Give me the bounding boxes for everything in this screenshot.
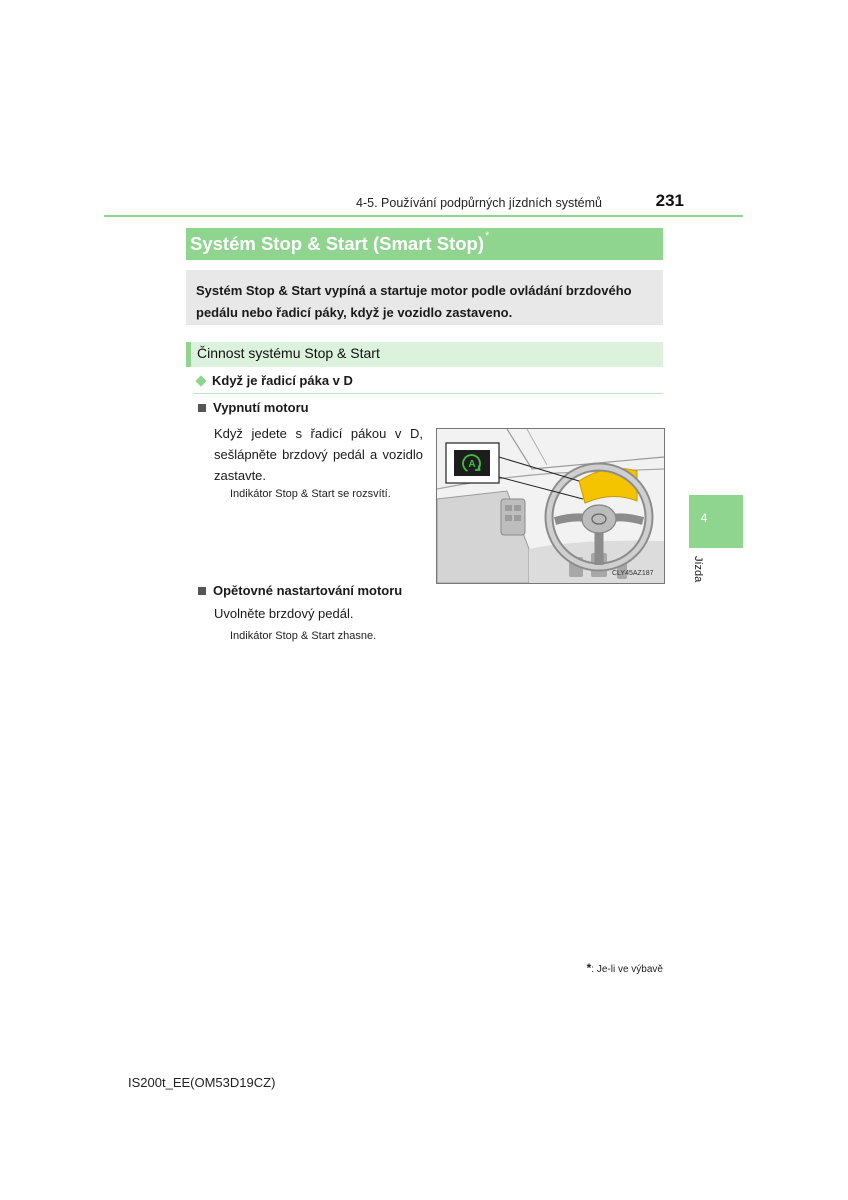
diamond-bullet-icon — [195, 375, 206, 386]
running-header-section: 4-5. Používání podpůrných jízdních systémů — [356, 196, 602, 210]
condition-heading — [194, 373, 353, 388]
model-code: IS200t_EE(OM53D19CZ) — [128, 1075, 276, 1090]
page-number: 231 — [655, 191, 684, 210]
intro-text: Systém Stop & Start vypíná a startuje motor podle ovládání brzdového pedálu nebo řadicí páky, když je vozidlo zastaveno. — [196, 283, 632, 320]
condition-rule — [193, 393, 663, 394]
item-heading-engine-off — [194, 400, 309, 415]
footnote — [560, 961, 663, 975]
item-heading-text: Vypnutí motoru — [213, 400, 309, 415]
title-footnote-marker: * — [485, 230, 490, 242]
svg-text:A: A — [468, 459, 476, 470]
chapter-tab-number: 4 — [700, 511, 708, 525]
condition-text: Když je řadicí páka v D — [212, 373, 353, 388]
item-note-engine-off: Indikátor Stop & Start se rozsvítí. — [230, 488, 391, 500]
square-bullet-icon — [198, 404, 206, 412]
page-title-text: Systém Stop & Start (Smart Stop) — [190, 233, 484, 254]
item-text-engine-restart: Uvolněte brzdový pedál. — [214, 606, 354, 621]
subsection-heading: Činnost systému Stop & Start — [197, 345, 380, 361]
footnote-text: : Je-li ve výbavě — [591, 964, 663, 975]
subsection-accent-bar — [186, 342, 191, 367]
item-heading-engine-restart — [194, 583, 402, 598]
page-title — [190, 230, 490, 255]
square-bullet-icon — [198, 587, 206, 595]
figure-code: CLY45AZ187 — [612, 570, 654, 577]
item-heading-text: Opětovné nastartování motoru — [213, 583, 403, 598]
item-note-engine-restart: Indikátor Stop & Start zhasne. — [230, 630, 377, 642]
chapter-tab-label: Jízda — [692, 556, 704, 583]
cockpit-drawing — [437, 429, 664, 583]
steering-wheel-illustration — [436, 428, 665, 584]
header-rule — [104, 215, 743, 217]
footnote-marker: * — [586, 961, 592, 975]
item-text-engine-off: Když jedete s řadicí pákou v D, sešlápněte brzdový pedál a vozidlo zastavte. — [214, 426, 423, 483]
